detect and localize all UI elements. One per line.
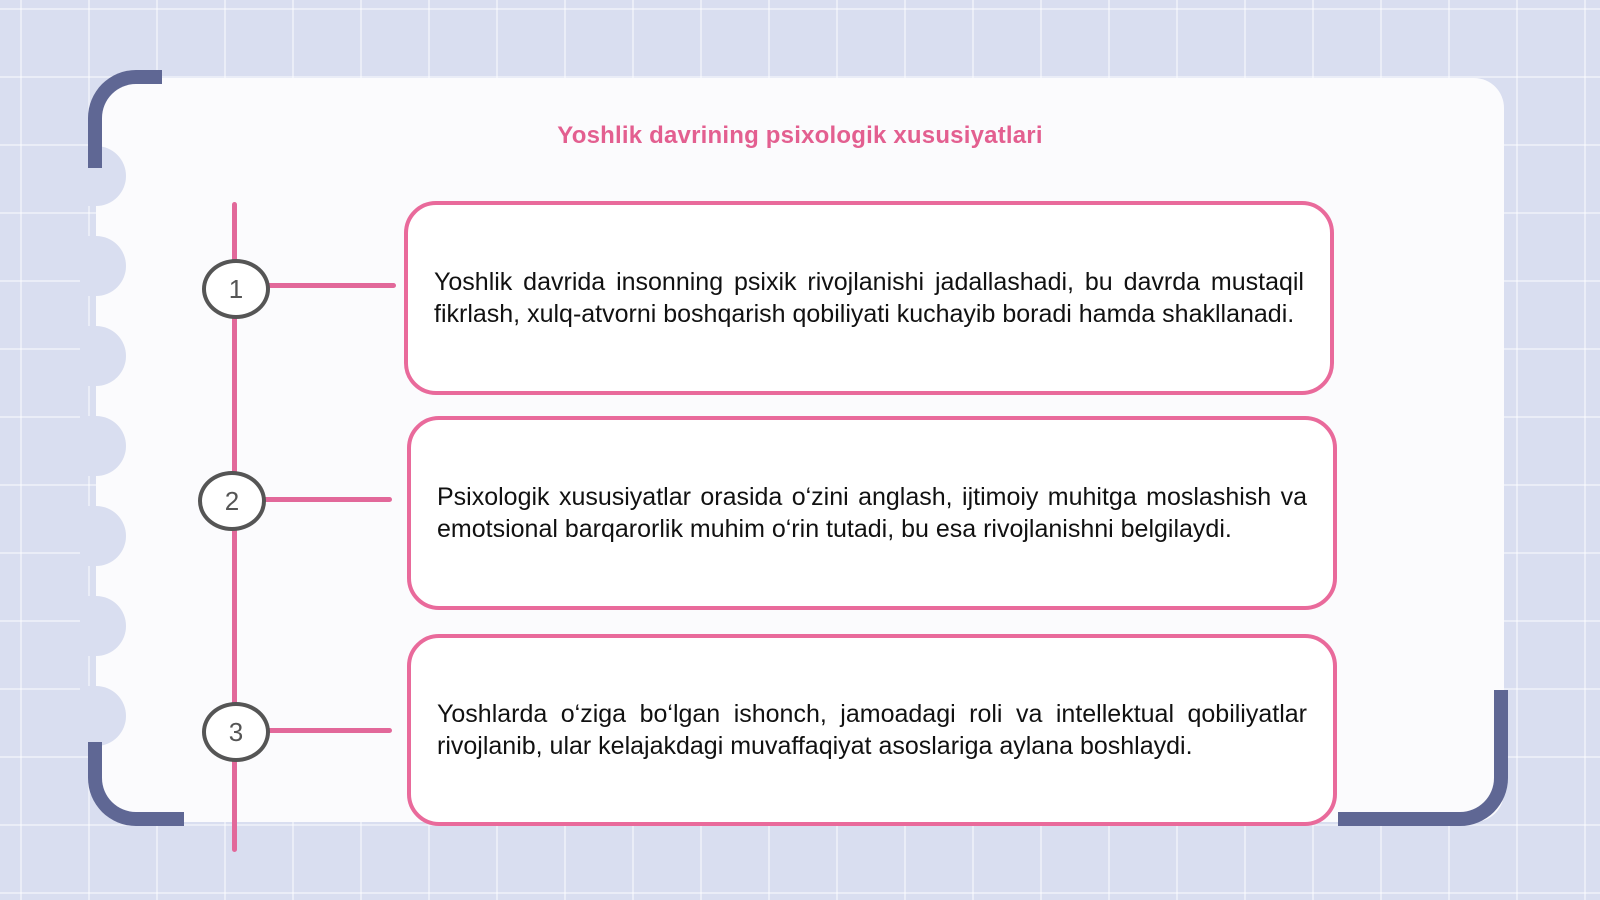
timeline-connector	[266, 283, 396, 288]
step-text: Yoshlarda o‘ziga bo‘lgan ishonch, jamoadagi roli va intellektual qobiliyatlar rivojlanib, ular kelajakdagi muvaffaqiyat asoslariga aylana boshlaydi.	[437, 700, 1307, 760]
step-number-badge: 3	[202, 702, 270, 762]
step-card	[407, 416, 1337, 610]
corner-bracket-bottom-left	[88, 742, 184, 826]
step-text: Psixologik xususiyatlar orasida o‘zini anglash, ijtimoiy muhitga moslashish va emotsional barqarorlik muhim o‘rin tutadi, bu esa rivojlanishni belgilaydi.	[437, 483, 1307, 543]
step-card	[404, 201, 1334, 395]
slide-title: Yoshlik davrining psixologik xususiyatlari	[557, 122, 1043, 149]
step-number-badge: 1	[202, 259, 270, 319]
corner-bracket-bottom-right	[1338, 690, 1508, 826]
step-number-badge: 2	[198, 471, 266, 531]
corner-bracket-top-left	[88, 70, 162, 168]
timeline-connector	[266, 728, 392, 733]
timeline-connector	[262, 497, 392, 502]
step-text: Yoshlik davrida insonning psixik rivojlanishi jadallashadi, bu davrda mustaqil fikrlash, xulq-atvorni boshqarish qobiliyati kuchayib boradi hamda shakllanadi.	[434, 268, 1304, 328]
step-card	[407, 634, 1337, 826]
